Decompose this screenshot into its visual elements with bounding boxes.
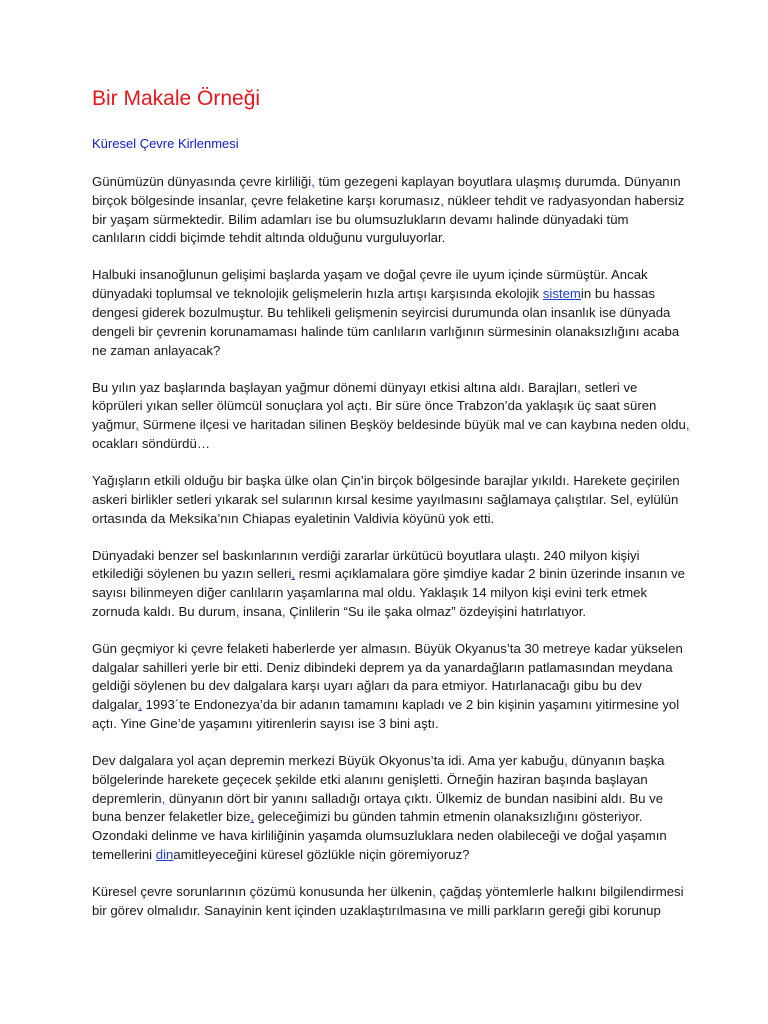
text-line bbox=[92, 846, 676, 865]
text-line bbox=[92, 659, 676, 678]
text-run: buna benzer felaketler bize bbox=[92, 809, 251, 825]
underlined-comma: , bbox=[432, 884, 436, 900]
text-run: bir görev olmalıdır. Sanayinin kent içinden uzaklaştırılmasına ve milli parkların gereği gibi korunup bbox=[92, 902, 661, 918]
text-line bbox=[92, 304, 676, 323]
text-line bbox=[92, 173, 681, 192]
text-run: Gün geçmiyor ki çevre felaketi haberlerde yer almasın. Büyük Okyanus’ta 30 metreye kadar yükselen bbox=[92, 640, 683, 656]
text-run: Sürmene ilçesi ve haritadan silinen Beşköy beldesinde büyük mal ve can kaybına neden oldu bbox=[138, 417, 686, 433]
text-line bbox=[92, 416, 690, 435]
text-run: insana bbox=[239, 603, 282, 619]
text-line bbox=[92, 229, 676, 248]
paragraph bbox=[92, 173, 685, 248]
paragraph bbox=[92, 640, 683, 734]
text-line bbox=[92, 472, 680, 491]
text-line bbox=[92, 285, 676, 304]
underlined-comma: , bbox=[138, 697, 142, 713]
text-run: dalgalar bbox=[92, 697, 139, 713]
text-run: sayısı bilinmeyen diğer canlıların yaşamlarına mal oldu. Yaklaşık 14 milyon kişi evini terk etmek bbox=[92, 585, 648, 601]
text-run: 1993´te Endonezya’da bir adanın tamamını kapladı ve 2 bin kişinin yaşamını yitirmesine yol bbox=[141, 697, 680, 713]
text-run: eylülün bbox=[632, 491, 679, 507]
text-line bbox=[92, 379, 676, 398]
text-run: dengeli bir çevrenin korunamaması halinde tüm canlıların varlığının sürmesinin olanaksızlığını acaba bbox=[92, 323, 680, 339]
underlined-comma: , bbox=[281, 603, 286, 619]
text-line bbox=[92, 584, 676, 603]
text-run: depremlerin bbox=[92, 790, 162, 806]
underlined-comma: , bbox=[250, 809, 255, 825]
text-run: nükleer tehdit ve radyasyondan habersiz bbox=[443, 192, 685, 208]
text-run: dalgalar sahilleri yerle bir etti. Deniz dibindeki deprem ya da yanardağların patlamasından meydana bbox=[92, 659, 673, 675]
text-run: dengesi giderek bozulmuştur. Bu tehlikeli gelişmenin seyircisi durumunda olan insanlık ise dünyada bbox=[92, 304, 671, 320]
text-line bbox=[92, 342, 676, 361]
text-run: temellerini bbox=[92, 847, 156, 863]
text-line bbox=[92, 677, 676, 696]
hyperlink[interactable]: sistem bbox=[542, 286, 581, 302]
text-line bbox=[92, 827, 676, 846]
text-line bbox=[92, 192, 685, 211]
paragraph bbox=[92, 883, 684, 921]
text-line bbox=[92, 696, 680, 715]
text-run: Günümüzün dünyasında çevre kirliliği bbox=[92, 174, 312, 189]
text-line bbox=[92, 752, 676, 771]
text-run: ne zaman anlayacak? bbox=[92, 342, 221, 358]
text-run: bir yaşam sürmektedir. Bilim adamları ise bu olumsuzlukların devamı halinde dünyadaki tüm bbox=[92, 211, 629, 227]
underlined-comma: , bbox=[629, 491, 633, 507]
text-run: bölgelerinde harekete geçecek şekilde etki alanını genişletti. Örneğin haziran başında başlayan bbox=[92, 771, 648, 787]
underlined-comma: , bbox=[135, 417, 139, 433]
text-line bbox=[92, 491, 679, 510]
text-run: canlıların ciddi biçimde tehdit altında olduğunu vurguluyorlar. bbox=[92, 230, 446, 246]
text-line bbox=[92, 323, 680, 342]
text-run: açtı. Yine Gine’de yaşamını yitirenlerin sayısı ise 3 bini aştı. bbox=[92, 716, 439, 732]
text-run: Ozondaki delinme ve hava kirliliğinin yaşamda olumsuzluklara neden olabileceği ve doğal yaşamın bbox=[92, 828, 667, 844]
underlined-comma: , bbox=[311, 174, 315, 189]
text-line bbox=[92, 510, 676, 529]
text-run: zornuda kaldı. Bu durum bbox=[92, 603, 236, 619]
text-run: yağmur bbox=[92, 417, 136, 433]
underlined-comma: , bbox=[161, 790, 166, 806]
underlined-comma: , bbox=[564, 753, 568, 769]
text-run: ocakları söndürdü… bbox=[92, 435, 211, 451]
text-line bbox=[92, 640, 683, 659]
hyperlink[interactable]: din bbox=[155, 847, 174, 863]
underlined-comma: , bbox=[243, 192, 248, 208]
text-run: etkilediği söylenen bu yazın selleri bbox=[92, 566, 292, 582]
text-run: Çinlilerin “Su ile şaka olmaz” özdeyişini hatırlatıyor. bbox=[285, 603, 587, 619]
text-run: dünyanın dört bir yanını salladığı ortaya çıktı. Ülkemiz de bundan nasibini aldı. Bu ve bbox=[165, 790, 664, 806]
underlined-comma: , bbox=[235, 603, 240, 619]
paragraph bbox=[92, 547, 686, 622]
text-line bbox=[92, 771, 676, 790]
text-line bbox=[92, 565, 686, 584]
text-run: geldiği söylenen bu dev dalgalara karşı uyarı ağları da para etmiyor. Hatırlanacağı gibu bu dev bbox=[92, 678, 642, 694]
text-run: setleri ve bbox=[580, 379, 638, 395]
underlined-comma: , bbox=[685, 417, 690, 433]
text-run: Dünyadaki benzer sel baskınlarının verdiği zararlar ürkütücü boyutlara ulaştı. 240 milyon kişiyi bbox=[92, 547, 640, 563]
article-body bbox=[92, 173, 690, 921]
text-run: köprüleri yıkan seller ölümcül sonuçlara yol açtı. Bir süre önce Trabzon’da yaklaşık üç saat süren bbox=[92, 398, 657, 414]
text-run: Küresel çevre sorunlarının çözümü konusunda her ülkenin bbox=[92, 884, 433, 900]
paragraph bbox=[92, 379, 690, 454]
article-title: Bir Makale Örneği bbox=[92, 87, 261, 110]
article-subtitle: Küresel Çevre Kirlenmesi bbox=[92, 136, 239, 151]
text-line bbox=[92, 883, 684, 902]
text-line bbox=[92, 790, 676, 809]
text-line bbox=[92, 902, 676, 921]
text-line bbox=[92, 211, 676, 230]
text-run: çağdaş yöntemlerle halkını bilgilendirmesi bbox=[435, 884, 684, 900]
text-run: Dev dalgalara yol açan depremin merkezi Büyük Okyonus’ta idi. Ama yer kabuğu bbox=[92, 753, 565, 769]
text-line bbox=[92, 266, 676, 285]
text-run: resmi açıklamalara göre şimdiye kadar 2 binin üzerinde insanın ve bbox=[295, 566, 686, 582]
text-run: ortasında da Meksika’nın Chiapas eyaletinin Valdivia köyünü yok etti. bbox=[92, 510, 495, 526]
paragraph bbox=[92, 266, 680, 360]
text-run: Bu yılın yaz başlarında başlayan yağmur dönemi dünyayı etkisi altına aldı. Barajları bbox=[92, 379, 578, 395]
paragraph bbox=[92, 752, 676, 865]
text-run: Yağışların etkili olduğu bir başka ülke olan Çin’in birçok bölgesinde barajlar yıkıldı. Harekete geçirilen bbox=[92, 472, 680, 488]
text-line bbox=[92, 397, 676, 416]
text-line bbox=[92, 435, 676, 454]
text-run: çevre felaketine karşı korumasız bbox=[247, 192, 441, 208]
text-line bbox=[92, 808, 676, 827]
text-run: geleceğimizi bu günden tahmin etmenin olanaksızlığını gösteriyor. bbox=[254, 809, 643, 825]
text-run: dünyadaki toplumsal ve teknolojik gelişmelerin hızla artışı karşısında ekolojik bbox=[92, 286, 543, 302]
underlined-comma: , bbox=[440, 192, 444, 208]
text-run: dünyanın başka bbox=[567, 753, 665, 769]
underlined-comma: , bbox=[577, 379, 581, 395]
paragraph bbox=[92, 472, 680, 528]
text-run: amitleyeceğini küresel gözlükle niçin göremiyoruz? bbox=[173, 847, 470, 863]
text-run: askeri birlikler setleri yıkarak sel sularının kırsal kesime yayılmasını sağlamaya çalıştılar. Sel bbox=[92, 491, 630, 507]
text-line bbox=[92, 715, 676, 734]
text-run: tüm gezegeni kaplayan boyutlara ulaşmış durumda. Dünyanın bbox=[314, 174, 681, 189]
text-line bbox=[92, 547, 676, 566]
text-run: in bu hassas bbox=[580, 286, 655, 302]
text-line bbox=[92, 603, 676, 622]
text-run: birçok bölgesinde insanlar bbox=[92, 192, 244, 208]
text-run: Halbuki insanoğlunun gelişimi başlarda yaşam ve doğal çevre ile uyum içinde sürmüştür. Ancak bbox=[92, 267, 648, 283]
underlined-comma: , bbox=[291, 566, 296, 582]
